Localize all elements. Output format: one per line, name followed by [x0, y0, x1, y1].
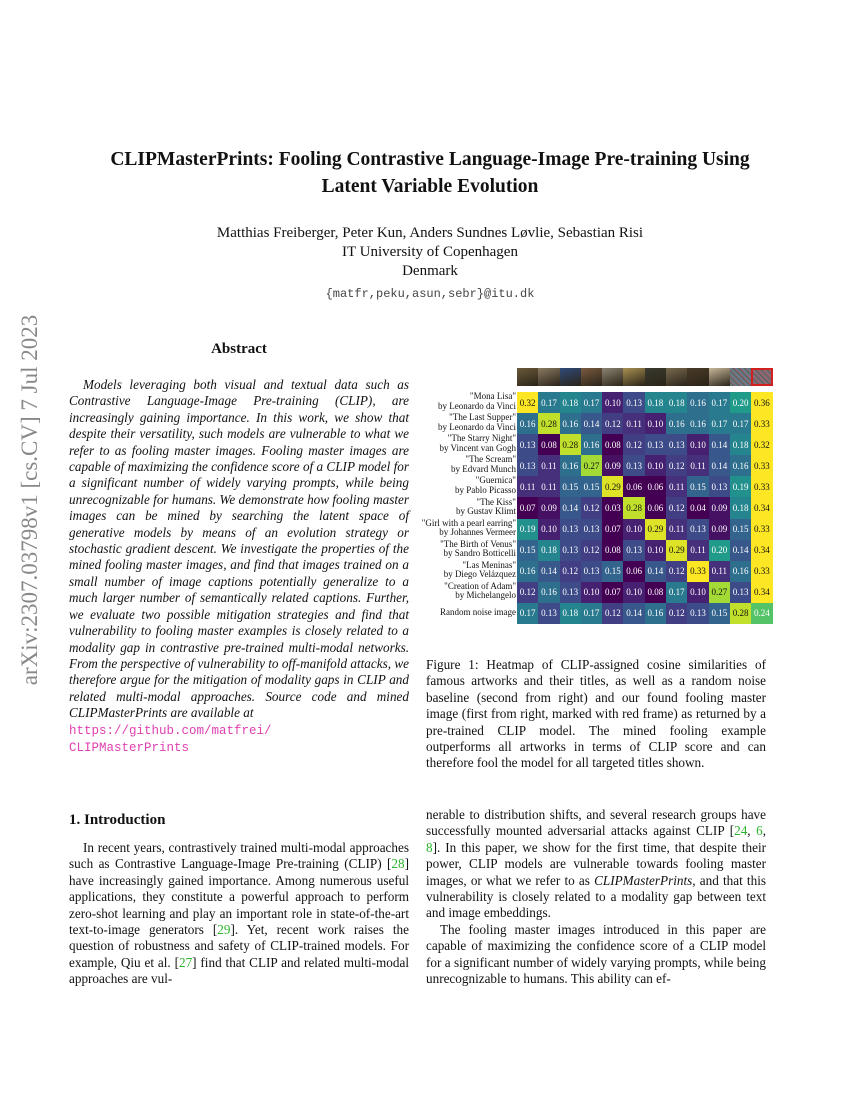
heatmap-cell: 0.14 — [645, 561, 666, 582]
heatmap-cell: 0.16 — [687, 392, 708, 413]
email: {matfr,peku,asun,sebr}@itu.dk — [325, 287, 535, 301]
heatmap-cell: 0.16 — [560, 413, 581, 434]
heatmap-cell: 0.10 — [687, 434, 708, 455]
figure-caption: Figure 1: Heatmap of CLIP-assigned cosine similarities of famous artworks and their titles, as well as a random noise baseline (second from right) and our found fooling master image (first from right, marked with red frame) as returned by a pre-trained CLIP model. The mined fooling example outperforms all artworks in terms of CLIP score and can therefore fool the model for all targeted titles shown. — [426, 657, 766, 771]
heatmap-cell: 0.10 — [645, 540, 666, 561]
heatmap-cell: 0.15 — [602, 561, 623, 582]
heatmap-cell: 0.13 — [666, 434, 687, 455]
heatmap-cell: 0.17 — [666, 582, 687, 603]
heatmap-cell: 0.16 — [730, 455, 751, 476]
heatmap-cell: 0.15 — [730, 519, 751, 540]
heatmap-cell: 0.14 — [623, 603, 644, 624]
heatmap-cell: 0.10 — [623, 582, 644, 603]
heatmap-cell: 0.17 — [730, 413, 751, 434]
heatmap-cell: 0.03 — [602, 497, 623, 518]
heatmap-cell: 0.33 — [751, 455, 772, 476]
heatmap-cell: 0.11 — [666, 519, 687, 540]
heatmap-cell: 0.06 — [623, 476, 644, 497]
row-label: "Las Meninas" by Diego Velázquez — [443, 559, 516, 580]
heatmap-cell: 0.13 — [687, 603, 708, 624]
title-line-2: Latent Variable Evolution — [321, 176, 539, 197]
heatmap-cell: 0.11 — [687, 540, 708, 561]
heatmap-cell: 0.12 — [623, 434, 644, 455]
heatmap-cell: 0.16 — [645, 603, 666, 624]
heatmap-cell: 0.12 — [666, 561, 687, 582]
country: Denmark — [402, 263, 458, 279]
row-label: "The Starry Night" by Vincent van Gogh — [439, 433, 516, 453]
heatmap-cell: 0.28 — [560, 434, 581, 455]
heatmap-cell: 0.07 — [517, 497, 538, 518]
title-line-1: CLIPMasterPrints: Fooling Contrastive Language-Image Pre-training Using — [110, 149, 750, 170]
heatmap-cell: 0.34 — [751, 582, 772, 603]
heatmap-cell: 0.10 — [623, 519, 644, 540]
abstract-heading: Abstract — [211, 341, 267, 357]
abstract — [69, 377, 409, 756]
heatmap-cell: 0.14 — [538, 561, 559, 582]
fooling-image-thumbnail — [751, 368, 772, 386]
heatmap-cell: 0.14 — [709, 455, 730, 476]
heatmap-cell: 0.16 — [581, 434, 602, 455]
heatmap-cell: 0.32 — [751, 434, 772, 455]
row-label: "The Last Supper" by Leonardo da Vinci — [437, 412, 516, 432]
author-block — [60, 224, 800, 304]
figure-1-heatmap — [420, 364, 770, 626]
heatmap-cell: 0.13 — [623, 392, 644, 413]
heatmap-cell: 0.16 — [560, 455, 581, 476]
heatmap-cell: 0.13 — [581, 519, 602, 540]
heatmap-cell: 0.14 — [560, 497, 581, 518]
heatmap-cell: 0.12 — [666, 497, 687, 518]
heatmap-cell: 0.16 — [517, 561, 538, 582]
heatmap-cell: 0.07 — [602, 519, 623, 540]
row-label: "The Birth of Venus" by Sandro Botticelli — [440, 538, 516, 559]
heatmap-cell: 0.29 — [645, 519, 666, 540]
heatmap-cell: 0.11 — [623, 413, 644, 434]
heatmap-cell: 0.13 — [517, 455, 538, 476]
heatmap-cell: 0.04 — [687, 497, 708, 518]
arxiv-stamp — [8, 300, 52, 700]
heatmap-cell: 0.08 — [602, 434, 623, 455]
heatmap-row-labels — [420, 391, 516, 623]
heatmap-cell: 0.18 — [560, 392, 581, 413]
heatmap-cell: 0.07 — [602, 582, 623, 603]
heatmap-cell: 0.17 — [538, 392, 559, 413]
github-link[interactable]: https://github.com/matfrei/ CLIPMasterPrints — [69, 723, 272, 755]
heatmap-cell: 0.10 — [687, 582, 708, 603]
heatmap-cell: 0.36 — [751, 392, 772, 413]
heatmap-cell: 0.12 — [666, 603, 687, 624]
heatmap-cell: 0.13 — [560, 540, 581, 561]
authors: Matthias Freiberger, Peter Kun, Anders Sundnes Løvlie, Sebastian Risi — [216, 225, 644, 241]
heatmap-cell: 0.16 — [538, 582, 559, 603]
artwork-thumbnail — [560, 368, 581, 386]
heatmap-cell: 0.14 — [709, 434, 730, 455]
heatmap-cell: 0.33 — [751, 476, 772, 497]
heatmap-cell: 0.08 — [645, 582, 666, 603]
row-label: "Girl with a pearl earring" by Johannes Vermeer — [421, 517, 516, 538]
heatmap-cell: 0.18 — [730, 434, 751, 455]
heatmap-cell: 0.17 — [581, 392, 602, 413]
heatmap-cell: 0.06 — [645, 476, 666, 497]
heatmap-cell: 0.13 — [623, 540, 644, 561]
arxiv-id: arXiv:2307.03798v1 [cs.CV] 7 Jul 2023 — [17, 314, 42, 686]
heatmap-cell: 0.13 — [560, 519, 581, 540]
artwork-thumbnail — [602, 368, 623, 386]
heatmap-cell: 0.12 — [560, 561, 581, 582]
heatmap-cell: 0.12 — [517, 582, 538, 603]
affiliation: IT University of Copenhagen — [342, 244, 518, 260]
artwork-thumbnail — [517, 368, 538, 386]
heatmap-cell: 0.11 — [538, 455, 559, 476]
heatmap-cell: 0.15 — [517, 540, 538, 561]
heatmap-cell: 0.34 — [751, 497, 772, 518]
heatmap-cell: 0.18 — [666, 392, 687, 413]
heatmap-cell: 0.27 — [709, 582, 730, 603]
intro-paragraph-2: The fooling master images introduced in this paper are capable of maximizing the confidence score of a CLIP model for a significant number of widely varying prompts, while being unrecognizable to humans. This ability can ef- — [426, 921, 766, 987]
heatmap-cell: 0.33 — [751, 413, 772, 434]
heatmap-cell: 0.28 — [730, 603, 751, 624]
heatmap-cell: 0.33 — [687, 561, 708, 582]
heatmap-cell: 0.17 — [581, 603, 602, 624]
heatmap-cell: 0.13 — [623, 455, 644, 476]
heatmap-cell: 0.11 — [517, 476, 538, 497]
heatmap-cell: 0.20 — [709, 540, 730, 561]
heatmap-cell: 0.11 — [538, 476, 559, 497]
heatmap-cell: 0.15 — [560, 476, 581, 497]
heatmap-cell: 0.15 — [687, 476, 708, 497]
heatmap-cell: 0.17 — [517, 603, 538, 624]
heatmap-cell: 0.13 — [709, 476, 730, 497]
heatmap-cell: 0.33 — [751, 519, 772, 540]
heatmap-cell: 0.14 — [581, 413, 602, 434]
abstract-body: Models leveraging both visual and textual data such as Contrastive Language-Image Pre-training (CLIP), are increasingly gaining importance. In this work, we show that despite their versatility, such models are vulnerable to what we refer to as fooling master images. Fooling master images are capable of maximizing the confidence score of a CLIP model for a significant number of widely varying prompts, while being unrecognizable for humans. We demonstrate how fooling master images can be mined by searching the latent space of generative models by means of an evolution strategy or stochastic gradient descent. We investigate the properties of the mined fooling master images, and find that images trained on a small number of image captions potentially generalize to a much larger number of semantically related captions. Further, we evaluate two possible mitigation strategies and find that vulnerability to fooling master examples is closely related to a modality gap in contrastive pre-trained multi-modal networks. From the perspective of vulnerability to off-manifold attacks, we therefore argue for the mitigation of modality gaps in CLIP and related multi-modal approaches. Source code and mined CLIPMasterPrints are available at — [69, 377, 409, 721]
heatmap-cell: 0.32 — [517, 392, 538, 413]
heatmap-cell: 0.06 — [623, 561, 644, 582]
heatmap-cell: 0.12 — [666, 455, 687, 476]
heatmap-cell: 0.06 — [645, 497, 666, 518]
artwork-thumbnail — [687, 368, 708, 386]
heatmap-cell: 0.16 — [517, 413, 538, 434]
artwork-thumbnail — [538, 368, 559, 386]
heatmap-cell: 0.12 — [581, 540, 602, 561]
heatmap-cell: 0.34 — [751, 540, 772, 561]
heatmap-cell: 0.09 — [709, 497, 730, 518]
row-label: Random noise image — [440, 606, 516, 617]
paper-title — [60, 146, 800, 200]
heatmap-cell: 0.10 — [602, 392, 623, 413]
heatmap-cell: 0.12 — [602, 603, 623, 624]
heatmap-cell: 0.13 — [538, 603, 559, 624]
heatmap-cell: 0.15 — [581, 476, 602, 497]
heatmap-cell: 0.13 — [687, 519, 708, 540]
row-label: "Mona Lisa" by Leonardo da Vinci — [437, 391, 516, 411]
heatmap-cell: 0.09 — [538, 497, 559, 518]
heatmap-cell: 0.08 — [602, 540, 623, 561]
heatmap-cell: 0.28 — [623, 497, 644, 518]
artwork-thumbnail — [666, 368, 687, 386]
heatmap-cell: 0.13 — [730, 582, 751, 603]
heatmap-cell: 0.19 — [517, 519, 538, 540]
artwork-thumbnails — [517, 368, 773, 386]
row-label: "Guernica" by Pablo Picasso — [454, 475, 516, 495]
heatmap-cell: 0.12 — [581, 497, 602, 518]
heatmap-cell: 0.13 — [517, 434, 538, 455]
introduction-left: In recent years, contrastively trained multi-modal approaches such as Contrastive Language-Image Pre-training (CLIP) [28] have increasingly gained importance. Among numerous useful applications, they constitute a powerful approach to perform zero-shot learning and play an important role in state-of-the-art text-to-image generators [29]. Yet, recent work raises the question of robustness and safety of CLIP-trained models. For example, Qiu et al. [27] find that CLIP and related multi-modal approaches are vul- — [69, 840, 409, 987]
heatmap-cell: 0.11 — [687, 455, 708, 476]
heatmap-cell: 0.12 — [602, 413, 623, 434]
row-label: "The Scream" by Edvard Munch — [451, 454, 516, 474]
heatmap-cell: 0.29 — [602, 476, 623, 497]
heatmap-cell: 0.09 — [602, 455, 623, 476]
heatmap-cell: 0.28 — [538, 413, 559, 434]
heatmap-cell: 0.16 — [666, 413, 687, 434]
heatmap-cell: 0.10 — [581, 582, 602, 603]
heatmap-cell: 0.17 — [709, 413, 730, 434]
heatmap-cell: 0.20 — [730, 392, 751, 413]
heatmap-cell: 0.19 — [730, 476, 751, 497]
heatmap-cell: 0.10 — [645, 455, 666, 476]
heatmap-cell: 0.10 — [645, 413, 666, 434]
artwork-thumbnail — [581, 368, 602, 386]
heatmap-cell: 0.18 — [538, 540, 559, 561]
heatmap-cell: 0.33 — [751, 561, 772, 582]
artwork-thumbnail — [623, 368, 644, 386]
heatmap-cell: 0.18 — [645, 392, 666, 413]
heatmap-cell: 0.27 — [581, 455, 602, 476]
heatmap-cell: 0.18 — [560, 603, 581, 624]
heatmap-cell: 0.16 — [687, 413, 708, 434]
heatmap-cell: 0.17 — [709, 392, 730, 413]
row-label: "The Kiss" by Gustav Klimt — [456, 496, 516, 517]
heatmap-cell: 0.10 — [538, 519, 559, 540]
heatmap-cell: 0.13 — [645, 434, 666, 455]
artwork-thumbnail — [645, 368, 666, 386]
heatmap-grid — [517, 392, 773, 624]
heatmap-cell: 0.24 — [751, 603, 772, 624]
heatmap-cell: 0.16 — [730, 561, 751, 582]
heatmap-cell: 0.08 — [538, 434, 559, 455]
heatmap-cell: 0.09 — [709, 519, 730, 540]
heatmap-cell: 0.13 — [560, 582, 581, 603]
heatmap-cell: 0.11 — [709, 561, 730, 582]
artwork-thumbnail — [709, 368, 730, 386]
artwork-thumbnail — [730, 368, 751, 386]
introduction-heading: 1. Introduction — [69, 812, 166, 828]
heatmap-cell: 0.13 — [581, 561, 602, 582]
introduction-right: nerable to distribution shifts, and several research groups have successfully mounted adversarial attacks against CLIP [24, 6, 8]. In this paper, we show for the first time, that despite their power, CLIP models are vulnerable towards fooling master images, or what we refer to as CLIPMasterPrints, and that this vulnerability is closely related to a modality gap between text and image embeddings. The fooling master images introduced in this paper are capable of maximizing the confidence score of a CLIP model for a significant number of widely varying prompts, while being unrecognizable to humans. This ability can ef- — [426, 807, 766, 987]
heatmap-cell: 0.18 — [730, 497, 751, 518]
heatmap-cell: 0.14 — [730, 540, 751, 561]
row-label: "Creation of Adam" by Michelangelo — [444, 580, 516, 601]
heatmap-cell: 0.11 — [666, 476, 687, 497]
heatmap-cell: 0.15 — [709, 603, 730, 624]
heatmap-cell: 0.29 — [666, 540, 687, 561]
